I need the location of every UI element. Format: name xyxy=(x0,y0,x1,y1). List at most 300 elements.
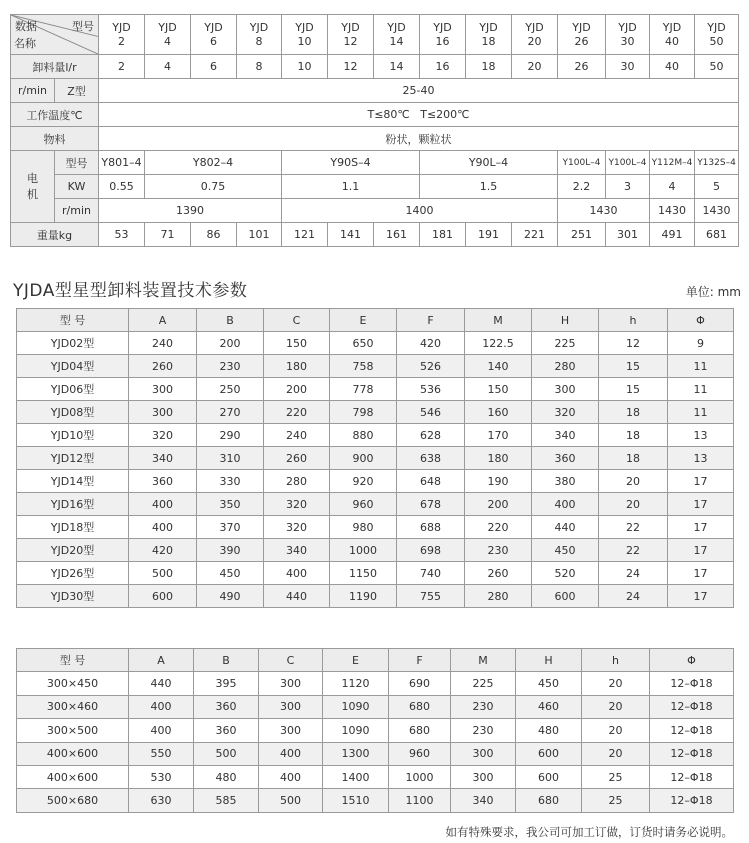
table-cell: 300 xyxy=(451,765,516,788)
table-cell: 600 xyxy=(129,585,197,608)
table-cell: 500 xyxy=(129,562,197,585)
table-cell: 585 xyxy=(194,789,259,812)
table-cell: 260 xyxy=(264,447,330,470)
table-cell: 12–Φ18 xyxy=(650,789,734,812)
motor-rpm-cell: 1430 xyxy=(650,199,695,223)
table-row xyxy=(17,424,734,447)
table-cell: 9 xyxy=(668,332,734,355)
motor-model-cell: Y132S–4 xyxy=(695,151,739,175)
table-cell: 600 xyxy=(516,765,582,788)
table3-header-cell: E xyxy=(323,649,389,672)
table-cell: YJD18型 xyxy=(17,516,129,539)
table-cell: 190 xyxy=(465,470,532,493)
motor-rpm-cell: 1430 xyxy=(558,199,650,223)
corner-header-cell xyxy=(11,15,99,55)
table-cell: YJD04型 xyxy=(17,355,129,378)
table-cell: 240 xyxy=(264,424,330,447)
table-cell: 400 xyxy=(129,516,197,539)
weight-cell: 71 xyxy=(145,223,191,247)
table-cell: 400 xyxy=(129,695,194,718)
flow-cell: 2 xyxy=(99,55,145,79)
table-cell: 600 xyxy=(516,742,582,765)
table-cell: 300 xyxy=(259,695,323,718)
table-cell: 260 xyxy=(129,355,197,378)
table-cell: 280 xyxy=(465,585,532,608)
table-row xyxy=(17,401,734,424)
table-cell: 440 xyxy=(264,585,330,608)
table-cell: 300×450 xyxy=(17,672,129,695)
table-cell: 360 xyxy=(194,719,259,742)
table-cell: 220 xyxy=(264,401,330,424)
table2-header-cell: C xyxy=(264,309,330,332)
table2-header-cell: M xyxy=(465,309,532,332)
motor-model-cell: Y112M–4 xyxy=(650,151,695,175)
table-cell: 688 xyxy=(397,516,465,539)
table-cell: 300 xyxy=(129,378,197,401)
weight-row xyxy=(11,223,739,247)
table-cell: 180 xyxy=(465,447,532,470)
table2-header-cell: H xyxy=(532,309,599,332)
size-dimension-table xyxy=(16,648,734,813)
table-cell: 500 xyxy=(259,789,323,812)
table-cell: 12–Φ18 xyxy=(650,742,734,765)
z-type-label: Z型 xyxy=(55,79,99,103)
table-cell: 600 xyxy=(532,585,599,608)
motor-model-row xyxy=(11,151,739,175)
table-cell: 1190 xyxy=(330,585,397,608)
corner-name-label: 名称 xyxy=(14,37,36,50)
table-cell: 638 xyxy=(397,447,465,470)
table-cell: 11 xyxy=(668,355,734,378)
motor-rpm-row xyxy=(11,199,739,223)
table-cell: 450 xyxy=(532,539,599,562)
table3-header-cell: C xyxy=(259,649,323,672)
table-cell: 480 xyxy=(516,719,582,742)
table-cell: 250 xyxy=(197,378,264,401)
table-cell: 20 xyxy=(582,719,650,742)
material-label: 物料 xyxy=(11,127,99,151)
flow-cell: 10 xyxy=(282,55,328,79)
table-row xyxy=(17,719,734,742)
table-cell: 690 xyxy=(389,672,451,695)
flow-cell: 20 xyxy=(512,55,558,79)
table-cell: 15 xyxy=(599,378,668,401)
table-cell: 17 xyxy=(668,585,734,608)
unit-label: 单位: mm xyxy=(685,285,741,299)
table-cell: 240 xyxy=(129,332,197,355)
table-cell: 270 xyxy=(197,401,264,424)
motor-label-text: 电机 xyxy=(27,171,38,201)
weight-cell: 181 xyxy=(420,223,466,247)
table-cell: 530 xyxy=(129,765,194,788)
table-cell: 230 xyxy=(451,695,516,718)
table-cell: 330 xyxy=(197,470,264,493)
table-cell: 220 xyxy=(465,516,532,539)
table-cell: 280 xyxy=(532,355,599,378)
table-cell: 24 xyxy=(599,562,668,585)
table-cell: 17 xyxy=(668,539,734,562)
yjda-table-body xyxy=(17,309,734,608)
table-cell: 300 xyxy=(451,742,516,765)
weight-cell: 121 xyxy=(282,223,328,247)
table-cell: 630 xyxy=(129,789,194,812)
flow-cell: 50 xyxy=(695,55,739,79)
table-cell: 370 xyxy=(197,516,264,539)
table-cell: 300 xyxy=(259,719,323,742)
kw-row xyxy=(11,175,739,199)
table-cell: 180 xyxy=(264,355,330,378)
model-cell: YJD 40 xyxy=(650,15,695,55)
model-cell: YJD 4 xyxy=(145,15,191,55)
table-cell: 1000 xyxy=(330,539,397,562)
table-cell: 230 xyxy=(197,355,264,378)
yjda-dimension-table xyxy=(16,308,734,608)
table-cell: 150 xyxy=(264,332,330,355)
table-cell: 17 xyxy=(668,470,734,493)
corner-model-label: 型号 xyxy=(72,20,94,33)
motor-label xyxy=(11,151,55,223)
table-row xyxy=(17,332,734,355)
table-cell: 1510 xyxy=(323,789,389,812)
model-cell: YJD 10 xyxy=(282,15,328,55)
table-cell: 200 xyxy=(465,493,532,516)
table-cell: 440 xyxy=(532,516,599,539)
flow-cell: 30 xyxy=(606,55,650,79)
table-cell: 360 xyxy=(532,447,599,470)
table-cell: 140 xyxy=(465,355,532,378)
weight-cell: 53 xyxy=(99,223,145,247)
table-cell: 960 xyxy=(330,493,397,516)
table-cell: 880 xyxy=(330,424,397,447)
weight-cell: 161 xyxy=(374,223,420,247)
table-cell: 1100 xyxy=(389,789,451,812)
table-row xyxy=(17,585,734,608)
table-cell: 20 xyxy=(582,695,650,718)
table-cell: 628 xyxy=(397,424,465,447)
table-cell: 1090 xyxy=(323,695,389,718)
table-row xyxy=(17,765,734,788)
temperature-row xyxy=(11,103,739,127)
weight-cell: 301 xyxy=(606,223,650,247)
table2-header-cell: F xyxy=(397,309,465,332)
table-cell: 400×600 xyxy=(17,742,129,765)
table-cell: 550 xyxy=(129,742,194,765)
table-cell: 230 xyxy=(451,719,516,742)
weight-cell: 86 xyxy=(191,223,237,247)
table-cell: YJD16型 xyxy=(17,493,129,516)
motor-model-cell: Y801–4 xyxy=(99,151,145,175)
flow-cell: 12 xyxy=(328,55,374,79)
table3-header-cell: h xyxy=(582,649,650,672)
flow-cell: 8 xyxy=(237,55,282,79)
table-cell: 755 xyxy=(397,585,465,608)
table2-header-cell: Φ xyxy=(668,309,734,332)
table-cell: 680 xyxy=(389,695,451,718)
table-cell: 160 xyxy=(465,401,532,424)
table-cell: 300×500 xyxy=(17,719,129,742)
weight-cell: 101 xyxy=(237,223,282,247)
table-cell: 678 xyxy=(397,493,465,516)
model-cell: YJD 12 xyxy=(328,15,374,55)
table2-header-cell: E xyxy=(330,309,397,332)
table3-header-cell: Φ xyxy=(650,649,734,672)
flow-cell: 4 xyxy=(145,55,191,79)
table-cell: 12–Φ18 xyxy=(650,695,734,718)
material-value: 粉状，颗粒状 xyxy=(99,127,739,151)
table-cell: YJD08型 xyxy=(17,401,129,424)
table-cell: 960 xyxy=(389,742,451,765)
kw-cell: 4 xyxy=(650,175,695,199)
table-cell: 1120 xyxy=(323,672,389,695)
table-cell: 122.5 xyxy=(465,332,532,355)
table-cell: 300 xyxy=(259,672,323,695)
weight-cell: 141 xyxy=(328,223,374,247)
table-cell: 500×680 xyxy=(17,789,129,812)
rpm-row xyxy=(11,79,739,103)
temperature-label: 工作温度℃ xyxy=(11,103,99,127)
table-cell: YJD26型 xyxy=(17,562,129,585)
table-row xyxy=(17,470,734,493)
kw-cell: 3 xyxy=(606,175,650,199)
table-cell: 300 xyxy=(532,378,599,401)
table-cell: 698 xyxy=(397,539,465,562)
table-cell: 740 xyxy=(397,562,465,585)
table-cell: 11 xyxy=(668,401,734,424)
table-cell: 12–Φ18 xyxy=(650,672,734,695)
section-title: YJDA型星型卸料装置技术参数 xyxy=(13,281,248,301)
table-cell: 680 xyxy=(516,789,582,812)
kw-cell: 0.75 xyxy=(145,175,282,199)
flow-cell: 26 xyxy=(558,55,606,79)
kw-cell: 2.2 xyxy=(558,175,606,199)
table-cell: 340 xyxy=(532,424,599,447)
table-cell: 20 xyxy=(582,672,650,695)
weight-label: 重量kg xyxy=(11,223,99,247)
model-cell: YJD 50 xyxy=(695,15,739,55)
table-cell: 420 xyxy=(397,332,465,355)
table-cell: 1300 xyxy=(323,742,389,765)
kw-cell: 1.5 xyxy=(420,175,558,199)
table-cell: 13 xyxy=(668,447,734,470)
model-cell: YJD 8 xyxy=(237,15,282,55)
table3-header-cell: A xyxy=(129,649,194,672)
motor-model-cell: Y100L–4 xyxy=(606,151,650,175)
model-cell: YJD 26 xyxy=(558,15,606,55)
table-cell: 225 xyxy=(532,332,599,355)
table-cell: 12–Φ18 xyxy=(650,719,734,742)
table-cell: 400 xyxy=(129,719,194,742)
table-cell: 320 xyxy=(264,516,330,539)
table3-header-row xyxy=(17,649,734,672)
table-row xyxy=(17,742,734,765)
table-cell: 17 xyxy=(668,493,734,516)
table-cell: 360 xyxy=(129,470,197,493)
table-cell: 11 xyxy=(668,378,734,401)
motor-model-label: 型号 xyxy=(55,151,99,175)
table-row xyxy=(17,789,734,812)
table-cell: 450 xyxy=(197,562,264,585)
table-row xyxy=(17,516,734,539)
kw-cell: 1.1 xyxy=(282,175,420,199)
weight-cell: 681 xyxy=(695,223,739,247)
yjd-parameter-table xyxy=(10,14,739,247)
table-cell: 18 xyxy=(599,447,668,470)
table3-header-cell: F xyxy=(389,649,451,672)
table-cell: YJD06型 xyxy=(17,378,129,401)
table-cell: 17 xyxy=(668,562,734,585)
table-cell: 400 xyxy=(259,742,323,765)
table-cell: YJD14型 xyxy=(17,470,129,493)
kw-label: KW xyxy=(55,175,99,199)
table-cell: 15 xyxy=(599,355,668,378)
table3-header-cell: H xyxy=(516,649,582,672)
table-cell: 758 xyxy=(330,355,397,378)
table-cell: 778 xyxy=(330,378,397,401)
table-cell: 12–Φ18 xyxy=(650,765,734,788)
table-cell: 22 xyxy=(599,516,668,539)
table-cell: 340 xyxy=(129,447,197,470)
table-cell: 320 xyxy=(129,424,197,447)
temperature-value: T≤80℃ T≤200℃ xyxy=(99,103,739,127)
model-cell: YJD 18 xyxy=(466,15,512,55)
table-cell: 24 xyxy=(599,585,668,608)
model-header-row xyxy=(11,15,739,55)
table-cell: 1000 xyxy=(389,765,451,788)
rpm-value: 25-40 xyxy=(99,79,739,103)
table-cell: 18 xyxy=(599,424,668,447)
table-row xyxy=(17,539,734,562)
weight-cell: 221 xyxy=(512,223,558,247)
table2-header-cell: h xyxy=(599,309,668,332)
table-cell: YJD20型 xyxy=(17,539,129,562)
table-row xyxy=(17,355,734,378)
table-cell: 230 xyxy=(465,539,532,562)
table-cell: 25 xyxy=(582,765,650,788)
table-cell: 13 xyxy=(668,424,734,447)
flow-cell: 40 xyxy=(650,55,695,79)
table-cell: 680 xyxy=(389,719,451,742)
model-cell: YJD 20 xyxy=(512,15,558,55)
table2-header-cell: 型 号 xyxy=(17,309,129,332)
table-cell: 25 xyxy=(582,789,650,812)
table-cell: YJD12型 xyxy=(17,447,129,470)
table-cell: 260 xyxy=(465,562,532,585)
kw-cell: 5 xyxy=(695,175,739,199)
model-cell: YJD 30 xyxy=(606,15,650,55)
table-cell: 390 xyxy=(197,539,264,562)
flow-cell: 16 xyxy=(420,55,466,79)
table-cell: 650 xyxy=(330,332,397,355)
table-cell: 536 xyxy=(397,378,465,401)
corner-data-label: 数据 xyxy=(15,20,37,33)
model-cell: YJD 2 xyxy=(99,15,145,55)
table-cell: YJD10型 xyxy=(17,424,129,447)
table-cell: 798 xyxy=(330,401,397,424)
motor-model-cell: Y802–4 xyxy=(145,151,282,175)
table-row xyxy=(17,493,734,516)
table-cell: 280 xyxy=(264,470,330,493)
table-cell: 490 xyxy=(197,585,264,608)
table-cell: 20 xyxy=(582,742,650,765)
table-cell: 320 xyxy=(264,493,330,516)
table-cell: 150 xyxy=(465,378,532,401)
flow-row xyxy=(11,55,739,79)
weight-cell: 251 xyxy=(558,223,606,247)
motor-rpm-cell: 1400 xyxy=(282,199,558,223)
table-cell: 1150 xyxy=(330,562,397,585)
table-cell: 200 xyxy=(197,332,264,355)
model-cell: YJD 14 xyxy=(374,15,420,55)
table2-header-cell: A xyxy=(129,309,197,332)
rpm-label: r/min xyxy=(11,79,55,103)
table-cell: 300×460 xyxy=(17,695,129,718)
table2-header-cell: B xyxy=(197,309,264,332)
model-cell: YJD 6 xyxy=(191,15,237,55)
table-cell: 200 xyxy=(264,378,330,401)
flow-cell: 18 xyxy=(466,55,512,79)
table-cell: 340 xyxy=(451,789,516,812)
table-cell: 400 xyxy=(259,765,323,788)
table-cell: 920 xyxy=(330,470,397,493)
table-cell: YJD30型 xyxy=(17,585,129,608)
table-cell: 520 xyxy=(532,562,599,585)
table-row xyxy=(17,672,734,695)
table-cell: 395 xyxy=(194,672,259,695)
table-cell: 12 xyxy=(599,332,668,355)
table-cell: 526 xyxy=(397,355,465,378)
table-cell: 420 xyxy=(129,539,197,562)
table-cell: 360 xyxy=(194,695,259,718)
flow-cell: 14 xyxy=(374,55,420,79)
table-row xyxy=(17,447,734,470)
motor-rpm-cell: 1430 xyxy=(695,199,739,223)
table-cell: YJD02型 xyxy=(17,332,129,355)
table-cell: 1090 xyxy=(323,719,389,742)
flow-label: 卸料量l/r xyxy=(11,55,99,79)
table-cell: 400 xyxy=(532,493,599,516)
table-row xyxy=(17,378,734,401)
table-row xyxy=(17,562,734,585)
table2-header-row xyxy=(17,309,734,332)
table-cell: 310 xyxy=(197,447,264,470)
table-cell: 500 xyxy=(194,742,259,765)
table-cell: 546 xyxy=(397,401,465,424)
table-cell: 300 xyxy=(129,401,197,424)
table-cell: 380 xyxy=(532,470,599,493)
material-row xyxy=(11,127,739,151)
table-cell: 900 xyxy=(330,447,397,470)
kw-cell: 0.55 xyxy=(99,175,145,199)
motor-rpm-cell: 1390 xyxy=(99,199,282,223)
model-cell: YJD 16 xyxy=(420,15,466,55)
table3-header-cell: M xyxy=(451,649,516,672)
table-cell: 340 xyxy=(264,539,330,562)
table-cell: 648 xyxy=(397,470,465,493)
table-cell: 460 xyxy=(516,695,582,718)
table-cell: 22 xyxy=(599,539,668,562)
table-cell: 400 xyxy=(264,562,330,585)
table-cell: 290 xyxy=(197,424,264,447)
table-cell: 350 xyxy=(197,493,264,516)
motor-model-cell: Y90L–4 xyxy=(420,151,558,175)
size-table-body xyxy=(17,649,734,813)
table-cell: 1400 xyxy=(323,765,389,788)
table-cell: 480 xyxy=(194,765,259,788)
table-cell: 20 xyxy=(599,493,668,516)
table-cell: 400×600 xyxy=(17,765,129,788)
footer-note: 如有特殊要求，我公司可加工订做，订货时请务必说明。 xyxy=(445,825,733,839)
weight-cell: 191 xyxy=(466,223,512,247)
